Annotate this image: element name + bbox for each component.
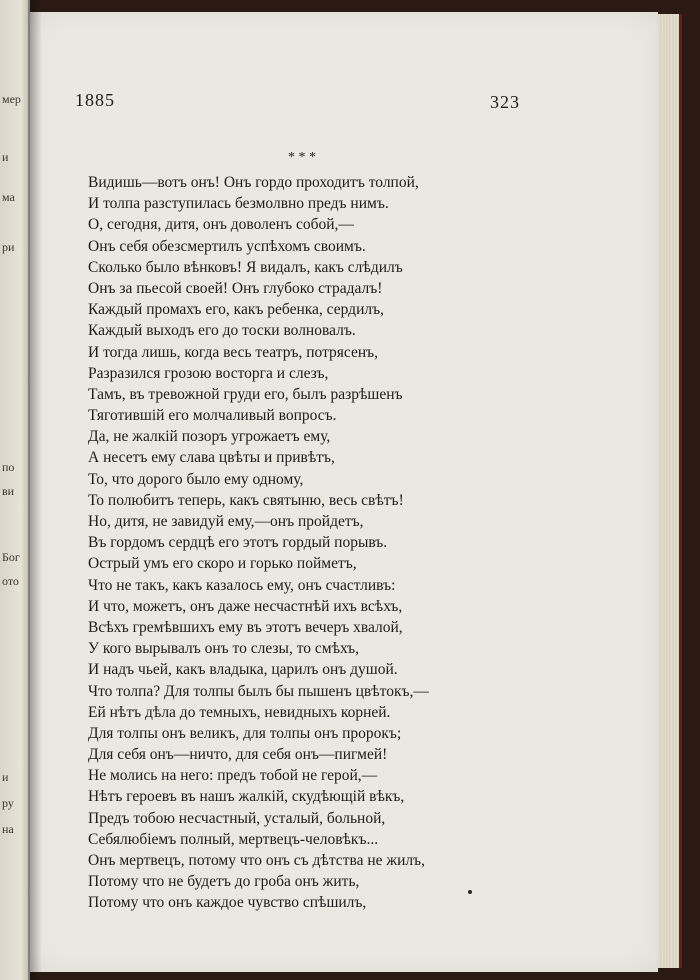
poem-line: Острый умъ его скоро и горько пойметъ, <box>88 555 357 573</box>
left-page-fragment: на <box>2 822 14 836</box>
poem-line: Ей нѣтъ дѣла до темныхъ, невидныхъ корней. <box>88 703 391 721</box>
page-dot <box>468 890 472 894</box>
poem-line: То, что дорого было ему одному, <box>88 470 304 488</box>
page-year: 1885 <box>75 90 115 110</box>
poem-line: И надъ чьей, какъ владыка, царилъ онъ душой. <box>88 661 398 679</box>
poem-line: Сколько было вѣнковъ! Я видалъ, какъ слѣдилъ <box>88 258 403 276</box>
poem-line: И что, можетъ, онъ даже несчастнѣй ихъ всѣхъ, <box>88 597 403 615</box>
poem-line: Для толпы онъ великъ, для толпы онъ пророкъ; <box>88 724 402 742</box>
poem-line: Потому что не будетъ до гроба онъ жить, <box>88 873 360 891</box>
poem-line: Каждый промахъ его, какъ ребенка, сердилъ, <box>88 301 384 319</box>
left-page-fragment: ри <box>2 240 15 254</box>
poem-line: Нѣтъ героевъ въ нашъ жалкій, скудѣющій вѣкъ, <box>88 788 405 806</box>
poem-line: Всѣхъ гремѣвшихъ ему въ этотъ вечеръ хвалой, <box>88 618 403 636</box>
left-page-fragment: мер <box>2 92 21 106</box>
left-page-fragment: ото <box>2 574 19 588</box>
poem-line: Онъ за пьесой своей! Онъ глубоко страдалъ! <box>88 279 383 297</box>
left-page-fragment: и <box>2 150 9 164</box>
left-page-fragment: ру <box>2 796 14 810</box>
left-page-fragment: Бог <box>2 550 20 564</box>
left-page-fragment: по <box>2 460 15 474</box>
spine-shadow <box>28 0 42 980</box>
poem-line: Онъ себя обезсмертилъ успѣхомъ своимъ. <box>88 237 366 255</box>
poem-line: Что не такъ, какъ казалось ему, онъ счастливъ: <box>88 576 396 594</box>
page-edges <box>655 14 682 968</box>
poem-line: Въ гордомъ сердцѣ его этотъ гордый порывъ. <box>88 534 388 552</box>
poem-line: Себялюбіемъ полный, мертвецъ-человѣкъ... <box>88 830 379 848</box>
left-page-edge <box>0 0 30 980</box>
poem-line: Потому что онъ каждое чувство спѣшилъ, <box>88 894 367 912</box>
poem-line: Тяготившій его молчаливый вопросъ. <box>88 407 337 425</box>
poem-line: Онъ мертвецъ, потому что онъ съ дѣтства не жилъ, <box>88 852 426 869</box>
poem-line: Каждый выходъ его до тоски волновалъ. <box>88 322 356 340</box>
poem-line: У кого вырывалъ онъ то слезы, то смѣхъ, <box>88 640 360 658</box>
poem-line: И тогда лишь, когда весь театръ, потрясенъ, <box>88 343 379 361</box>
page-number: 323 <box>490 92 520 112</box>
poem-line: Предъ тобою несчастный, усталый, больной, <box>88 809 386 827</box>
left-page-fragment: и <box>2 770 9 784</box>
poem-line: Тамъ, въ тревожной груди его, былъ разрѣшенъ <box>88 385 403 403</box>
poem-line: Да, не жалкій позоръ угрожаетъ ему, <box>88 428 331 446</box>
poem-text <box>88 172 648 914</box>
poem-line: Не молись на него: предъ тобой не герой,— <box>88 767 378 785</box>
section-ornament: * * * <box>288 150 316 165</box>
poem-line: А несетъ ему слава цвѣты и привѣтъ, <box>88 449 335 467</box>
poem-line: И толпа разступилась безмолвно предъ нимъ. <box>88 195 389 213</box>
poem-line: Разразился грозою восторга и слезъ, <box>88 364 329 382</box>
poem-line: Для себя онъ—ничто, для себя онъ—пигмей! <box>88 746 388 764</box>
poem-line: Но, дитя, не завидуй ему,—онъ пройдетъ, <box>88 513 364 530</box>
poem-line: Что толпа? Для толпы былъ бы пышенъ цвѣтокъ,— <box>88 682 429 700</box>
left-page-fragment: ма <box>2 190 15 204</box>
left-page-fragment: ви <box>2 484 15 498</box>
poem-line: О, сегодня, дитя, онъ доволенъ собой,— <box>88 216 354 234</box>
poem-line: Видишь—вотъ онъ! Онъ гордо проходитъ толпой, <box>88 174 419 191</box>
poem-line: То полюбитъ теперь, какъ святыню, весь свѣтъ! <box>88 491 404 509</box>
book-page <box>30 12 658 972</box>
